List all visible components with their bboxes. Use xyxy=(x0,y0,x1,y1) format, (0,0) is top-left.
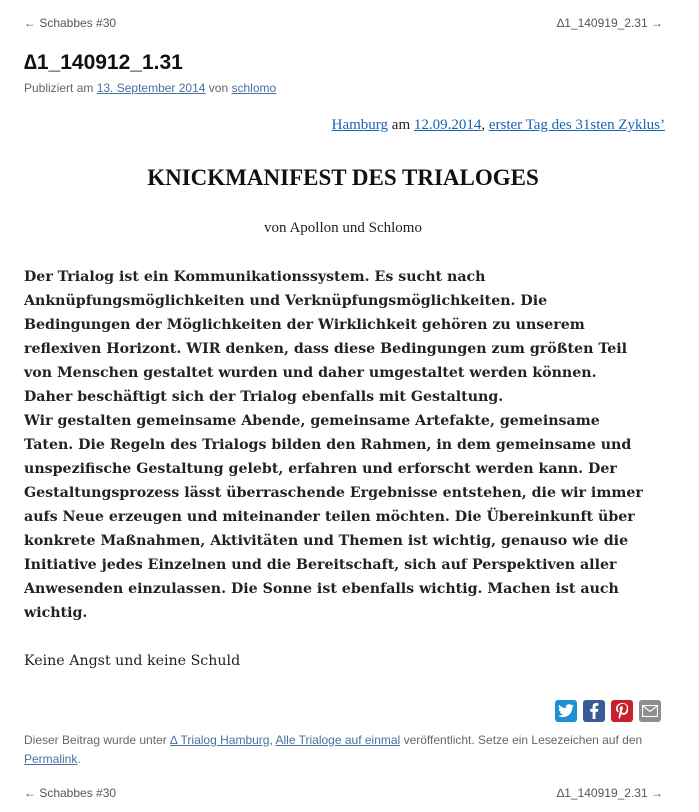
share-buttons xyxy=(555,700,661,722)
facebook-icon xyxy=(589,703,599,719)
post-meta xyxy=(24,81,276,95)
body-line: Anwesenden einzulassen. Die Sonne ist ebenfalls wichtig. Machen ist auch xyxy=(24,581,619,597)
body-line: reflexiven Horizont. WIR denken, dass diese Bedingungen zum größten Teil xyxy=(24,341,628,357)
body-line: Anknüpfungsmöglichkeiten und Verknüpfungsmöglichkeiten. Die xyxy=(24,293,548,309)
manifest-heading: KNICKMANIFEST DES TRIALOGES xyxy=(147,165,539,190)
twitter-icon xyxy=(558,704,574,718)
next-post-link[interactable]: ∆1_140919_2.31 → xyxy=(556,16,663,30)
post-footer-meta xyxy=(24,731,664,769)
location-date-line xyxy=(332,116,665,134)
footer-suffix: veröffentlicht. Setze ein Lesezeichen auf den xyxy=(403,733,643,747)
body-line: unspezifische Gestaltung gelebt, erfahren und erforscht werden kann. Der xyxy=(24,461,617,477)
meta-by: von xyxy=(208,81,229,95)
pinterest-icon xyxy=(616,703,628,719)
previous-post-link[interactable]: ← Schabbes #30 xyxy=(24,16,117,30)
am-text: am xyxy=(391,117,411,133)
body-line: Gestaltungsprozess lässt überraschende Ergebnisse entstehen, die wir immer xyxy=(24,485,643,501)
email-icon xyxy=(642,705,658,717)
post-navigation-bottom xyxy=(24,786,663,800)
footer-prefix: Dieser Beitrag wurde unter xyxy=(24,733,167,747)
facebook-share-button[interactable] xyxy=(583,700,605,722)
all-trialogs-link[interactable]: Alle Trialoge auf einmal xyxy=(275,733,401,747)
twitter-share-button[interactable] xyxy=(555,700,577,722)
body-line: Bedingungen der Möglichkeiten der Wirklichkeit gehören zu unserem xyxy=(24,317,585,333)
body-line: Taten. Die Regeln des Trialogs bilden den Rahmen, in dem gemeinsame und xyxy=(24,437,632,453)
manifest-body xyxy=(24,265,664,625)
manifest-byline: von Apollon und Schlomo xyxy=(264,220,422,236)
body-line: konkrete Maßnahmen, Aktivitäten und Themen ist wichtig, genauso wie die xyxy=(24,533,629,549)
post-navigation-top xyxy=(24,16,663,30)
previous-post-link[interactable]: ← Schabbes #30 xyxy=(24,786,117,800)
body-line: Daher beschäftigt sich der Trialog ebenfalls mit Gestaltung. xyxy=(24,389,504,405)
date-link[interactable]: 12.09.2014 xyxy=(413,117,482,133)
body-line: Initiative jedes Einzelnen und die Bereitschaft, sich auf Perspektiven aller xyxy=(24,557,617,573)
closing-line: Keine Angst und keine Schuld xyxy=(24,653,241,669)
permalink-link[interactable]: Permalink xyxy=(24,752,78,766)
footer-end: . xyxy=(77,752,81,766)
pinterest-share-button[interactable] xyxy=(611,700,633,722)
meta-prefix: Publiziert am xyxy=(24,81,94,95)
body-line: Der Trialog ist ein Kommunikationssystem. Es sucht nach xyxy=(24,269,486,285)
email-share-button[interactable] xyxy=(639,700,661,722)
body-line: aufs Neue erzeugen und miteinander teilen möchten. Die Übereinkunft über xyxy=(24,509,635,525)
category-link[interactable]: ∆ Trialog Hamburg xyxy=(170,733,270,747)
next-post-link[interactable]: ∆1_140919_2.31 → xyxy=(556,786,663,800)
body-line: wichtig. xyxy=(24,605,88,621)
author-link[interactable]: schlomo xyxy=(231,81,277,95)
body-line: Wir gestalten gemeinsame Abende, gemeinsame Artefakte, gemeinsame xyxy=(24,413,600,429)
post-title: ∆1_140912_1.31 xyxy=(24,51,183,74)
place-link[interactable]: Hamburg xyxy=(331,117,389,133)
post-date-link[interactable]: 13. September 2014 xyxy=(96,81,206,95)
cycle-link[interactable]: erster Tag des 31sten Zyklus’ xyxy=(488,117,665,133)
body-line: von Menschen gestaltet wurden und daher umgestaltet werden können. xyxy=(24,365,597,381)
footer-comma: , xyxy=(269,733,273,747)
comma-text: , xyxy=(481,117,486,133)
